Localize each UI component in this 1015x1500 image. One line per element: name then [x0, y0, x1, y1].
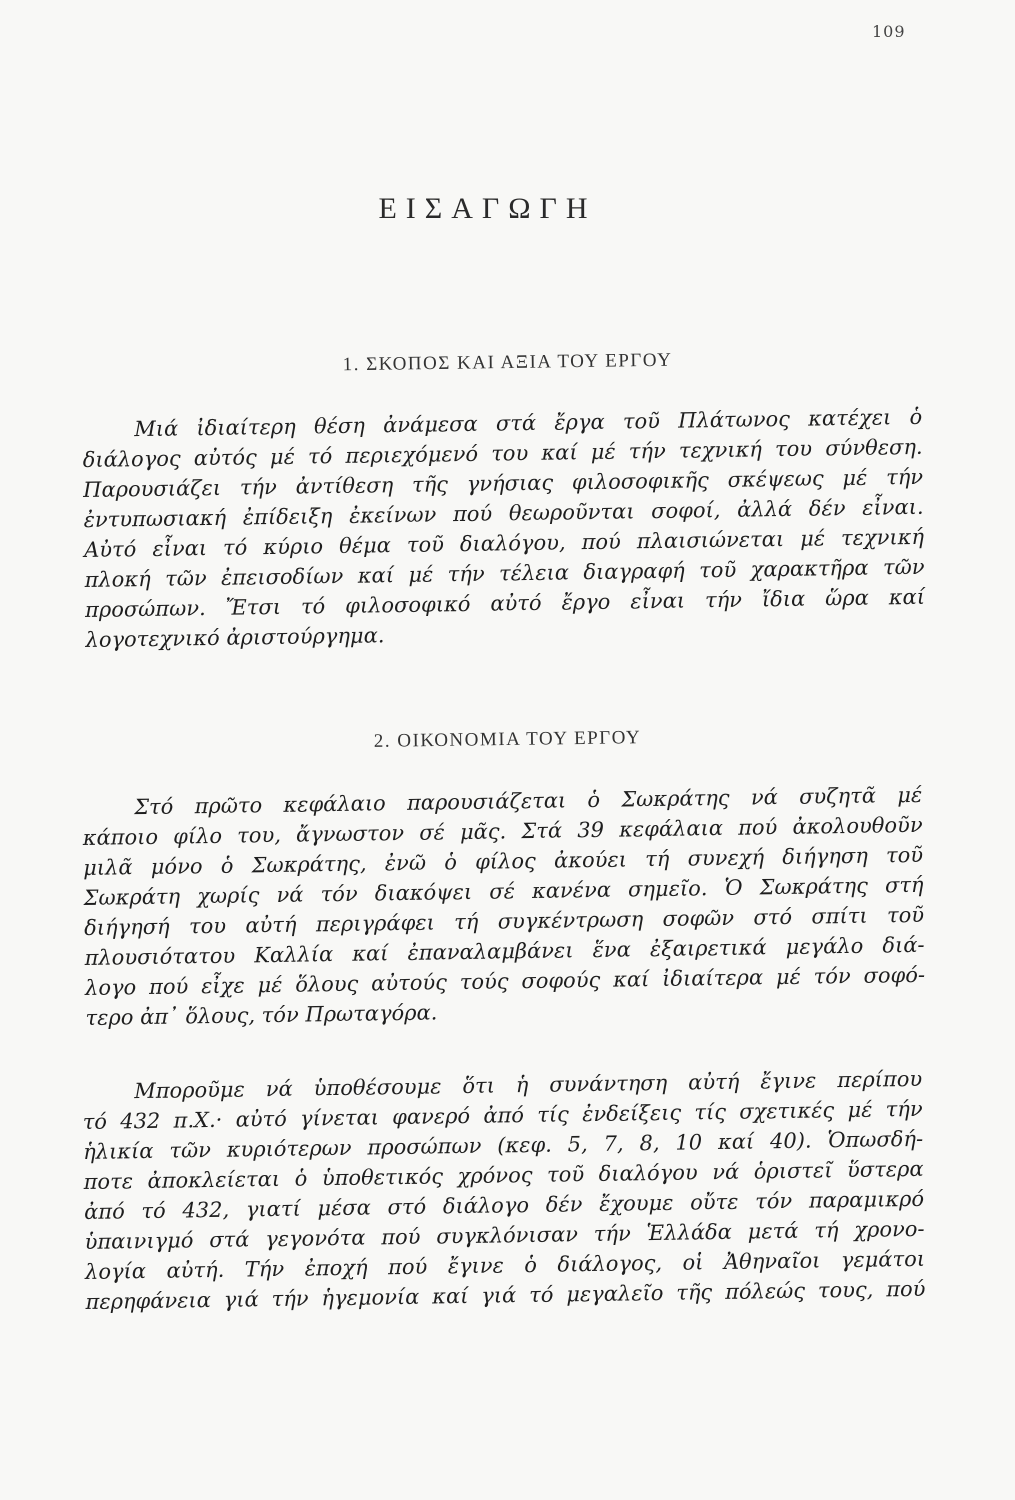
- text-line: ποτε ἀποκλείεται ὁ ὑποθετικός χρόνος τοῦ διαλόγου νά ὁριστεῖ ὕστερα: [83, 1156, 924, 1194]
- text-line: Μιά ἰδιαίτερη θέση ἀνάμεσα στά ἔργα τοῦ Πλάτωνος κατέχει ὁ: [134, 404, 923, 442]
- text-line: τό 432 π.Χ.· αὐτό γίνεται φανερό ἀπό τίς ἐνδείξεις τίς σχετικές μέ τήν: [82, 1096, 923, 1134]
- text-line: Σωκράτη χωρίς νά τόν διακόψει σέ κανένα σημεῖο. Ὁ Σωκράτης στή: [83, 872, 924, 910]
- text-line: τερο ἀπ᾽ ὅλους, τόν Πρωταγόρα.: [85, 1000, 438, 1030]
- text-line: λογο πού εἶχε μέ ὅλους αὐτούς τούς σοφούς καί ἰδιαίτερα μέ τόν σοφό-: [84, 962, 926, 1000]
- text-line: λογία αὐτή. Τήν ἐποχή πού ἔγινε ὁ διάλογος, οἱ Ἀθηναῖοι γεμάτοι: [84, 1246, 926, 1284]
- text-line: Παρουσιάζει τήν ἀντίθεση τῆς γνήσιας φιλοσοφικῆς σκέψεως μέ τήν: [82, 464, 924, 502]
- text-line: πλουσιότατου Καλλία καί ἐπαναλαμβάνει ἕνα ἐξαιρετικά μεγάλο διά-: [84, 932, 925, 970]
- text-line: μιλᾶ μόνο ὁ Σωκράτης, ἐνῶ ὁ φίλος ἀκούει τή συνεχή διήγηση τοῦ: [82, 842, 924, 880]
- text-line: ὑπαινιγμό στά γεγονότα πού συγκλόνισαν τήν Ἑλλάδα μετά τή χρονο-: [84, 1216, 925, 1254]
- text-line: ἡλικία τῶν κυριότερων προσώπων (κεφ. 5, 7, 8, 10 καί 40). Ὁπωσδή-: [82, 1126, 924, 1164]
- text-line: Αὐτό εἶναι τό κύριο θέμα τοῦ διαλόγου, πού πλαισιώνεται μέ τεχνική: [83, 524, 925, 562]
- section-heading-purpose: 1. ΣΚΟΠΟΣ ΚΑΙ ΑΞΙΑ ΤΟΥ ΕΡΓΟΥ: [342, 349, 673, 376]
- text-line: ἐντυπωσιακή ἐπίδειξη ἐκείνων πού θεωροῦνται σοφοί, ἀλλά δέν εἶναι.: [83, 494, 924, 532]
- page-number: 109: [872, 22, 906, 41]
- page-title: ΕΙΣΑΓΩΓΗ: [378, 192, 597, 225]
- text-line: Στό πρῶτο κεφάλαιο παρουσιάζεται ὁ Σωκράτης νά συζητᾶ μέ: [134, 782, 923, 820]
- text-line: διήγησή του αὐτή περιγράφει τή συγκέντρωση σοφῶν στό σπίτι τοῦ: [83, 902, 925, 940]
- text-line: πλοκή τῶν ἐπεισοδίων καί μέ τήν τέλεια διαγραφή τοῦ χαρακτῆρα τῶν: [84, 554, 925, 592]
- text-line: Μποροῦμε νά ὑποθέσουμε ὅτι ἡ συνάντηση αὐτή ἔγινε περίπου: [134, 1066, 923, 1104]
- text-line: κάποιο φίλο του, ἄγνωστον σέ μᾶς. Στά 39 κεφάλαια πού ἀκολουθοῦν: [82, 812, 923, 850]
- section-heading-structure: 2. ΟΙΚΟΝΟΜΙΑ ΤΟΥ ΕΡΓΟΥ: [373, 727, 642, 752]
- text-line: διάλογος αὐτός μέ τό περιεχόμενό του καί μέ τήν τεχνική του σύνθεση.: [82, 434, 923, 472]
- text-line: περηφάνεια γιά τήν ἡγεμονία καί γιά τό μεγαλεῖο τῆς πόλεώς τους, πού: [85, 1276, 926, 1314]
- text-line: προσώπων. Ἔτσι τό φιλοσοφικό αὐτό ἔργο εἶναι τήν ἴδια ὥρα καί: [84, 584, 926, 622]
- text-line: λογοτεχνικό ἀριστούργημα.: [85, 623, 385, 652]
- paragraph-structure: [82, 780, 926, 1033]
- text-line: ἀπό τό 432, γιατί μέσα στό διάλογο δέν ἔχουμε οὔτε τόν παραμικρό: [83, 1186, 925, 1224]
- paragraph-dating: [82, 1064, 926, 1317]
- paragraph-purpose: [82, 402, 926, 655]
